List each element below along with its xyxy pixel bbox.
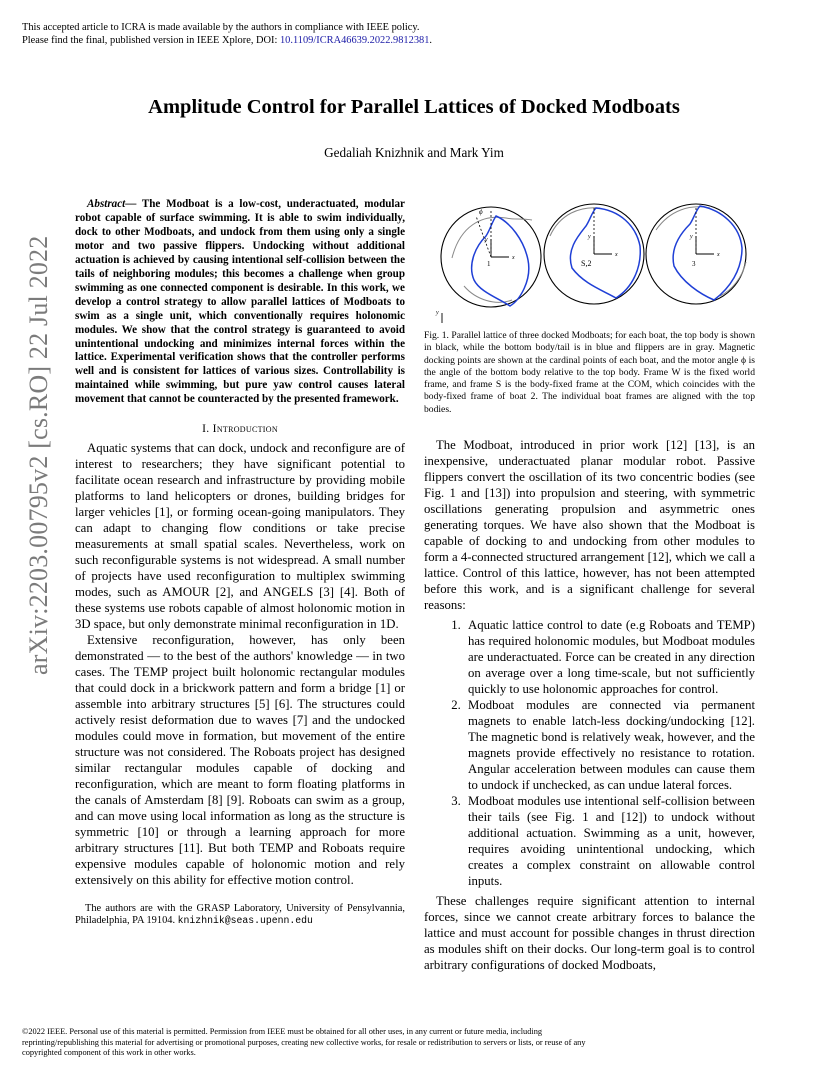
- paper-title: Amplitude Control for Parallel Lattices of Docked Modboats: [148, 96, 680, 118]
- abstract: [75, 198, 405, 407]
- boat-2-bottom-body: [570, 208, 640, 298]
- section-heading-introduction: [75, 422, 405, 435]
- modboat-1: [441, 207, 541, 307]
- boat-3-label: 3: [692, 260, 696, 268]
- figure-1-diagram: [424, 196, 755, 323]
- boat-3-x-label: x: [717, 252, 720, 258]
- boat-1-label: 1: [487, 260, 491, 268]
- footnote-text: The authors are with the GRASP Laboratory, University of Pensylvannia, Philadelphia, PA 19104.: [75, 902, 405, 927]
- boat-2-x-label: x: [615, 252, 618, 258]
- challenges-list: [424, 618, 755, 890]
- section-title: Introduction: [212, 422, 278, 436]
- intro-paragraph-1: Aquatic systems that can dock, undock and reconfigure are of interest to researchers; they have significant potential to facilitate ocean research and infrastructure by providing mobile platforms to land helicopters or drones, building bridges for larger vehicles [1], or forming ocean-going manipulators. They can adapt to changing flow conditions or take precise measurements at small spatial scales. Nevertheless, work on such reconfigurable systems is not widespread. A small number of projects have used reconfiguration to multiplex swimming modes, such as AMOUR [2], and ANGELS [3] [4]. Both of these systems use robots capable of almost holonomic motion in 3D space, but only demonstrate minimal reconfiguration in 1D.: [75, 441, 405, 632]
- paper-authors: Gedaliah Knizhnik and Mark Yim: [324, 145, 504, 160]
- notice-line-2-text: Please find the final, published version in IEEE Xplore, DOI:: [22, 35, 280, 46]
- boat-3-flipper: [656, 207, 710, 230]
- boat-1-bottom-body: [472, 216, 529, 306]
- doi-link[interactable]: 10.1109/ICRA46639.2022.9812381: [279, 35, 430, 46]
- section-number: I.: [202, 422, 213, 436]
- copyright-notice: ©2022 IEEE. Personal use of this material is permitted. Permission from IEEE must be obtained for all other uses, in any current or future media, including reprinting/republishing this material for advertising or promotional purposes, creating new collective works, for resale or redistribution to servers or lists, or reuse of any copyrighted component of this work in other works.: [22, 1027, 586, 1057]
- boat-3-y-label: y: [690, 234, 693, 240]
- boat-1-x-label: x: [512, 255, 515, 261]
- abstract-label: Abstract: [87, 198, 126, 210]
- publication-notice: [22, 21, 432, 47]
- challenge-item: 2. Modboat modules are connected via permanent magnets to enable latch-less docking/undocking [12]. The magnetic bond is relatively weak, however, and the magnets provide effectively no resistance to rotation. Angular acceleration between modules can cause them to undock if unchecked, as can undue lateral forces.: [464, 698, 755, 794]
- world-y-label: y: [436, 310, 439, 316]
- right-body-text: [424, 438, 755, 973]
- phi-label: ϕ: [479, 208, 483, 216]
- author-email: knizhnik@seas.upenn.edu: [177, 915, 313, 927]
- arxiv-identifier: arXiv:2203.00795v2 [cs.RO] 22 Jul 2022: [24, 235, 53, 675]
- boat-1-y-label: y: [485, 237, 488, 243]
- notice-line-2: [22, 34, 432, 47]
- notice-line-2-end: .: [429, 35, 433, 46]
- modboat-2: [544, 204, 644, 304]
- abstract-text: The Modboat is a low-cost, underactuated, modular robot capable of surface swimming. It is able to swim individually, dock to other Modboats, and undock from them using only a single motor and two passive flippers. Undocking without additional actuation is achieved by causing intentional self-collision between the tails of neighboring modules; this becomes a challenge when group swimming as one connected component is desirable. In this work, we develop a control strategy to allow parallel lattices of Modboats to swim as a single unit, which conventionally requires holonomic modules. We show that the control strategy is guaranteed to avoid unintentional undocking and minimizes internal forces within the lattice. Experimental verification shows that the controller performs well and is consistent for lattices of various sizes. Controllability is maintained while swimming, but pure yaw control causes lateral movement that cannot be counteracted by the presented framework.: [75, 198, 405, 406]
- right-column: [424, 196, 755, 974]
- left-column: [75, 198, 405, 927]
- intro-paragraph-2: Extensive reconfiguration, however, has only been demonstrated — to the best of the authors' knowledge — in two cases. The TEMP project built holonomic rectangular modules that could dock in a brickwork pattern and form a bridge [1] or assemble into arbitrary structures [5] [6]. The structures could actively resist deformation due to waves [7] and the undocked modules could move in formation, but movement of the entire structure was not considered. The Roboats project has designed similar rectangular modules capable of docking and reconfiguration, which are meant to form floating platforms in the canals of Amsterdam [8] [9]. Roboats can swim as a group, and can move using local information as long as the structure is symmetric [10] or through a learning approach for more arbitrary structures [11]. But both TEMP and Roboats require expensive modules capable of holonomic motion and rely extensively on this ability for effective motion control.: [75, 633, 405, 887]
- challenge-item: 3. Modboat modules use intentional self-collision between their tails (see Fig. 1 and [12]) to undock without additional actuation. Swimming as a unit, however, requires avoiding unintentional undocking, which creates a complex constraint on allowable control inputs.: [464, 794, 755, 890]
- boat-1-phi-line: [476, 216, 491, 257]
- challenge-item: 1. Aquatic lattice control to date (e.g Roboats and TEMP) has required holonomic modules, but Modboat modules are underactuated. Force can be created in any direction on average over a long time-scale, but not sufficiently quickly to use holonomic approaches for control.: [464, 618, 755, 698]
- author-footnote: [75, 903, 405, 928]
- boat-3-bottom-body: [673, 206, 742, 300]
- abstract-dash: —: [125, 198, 142, 210]
- figure-1-caption: Fig. 1. Parallel lattice of three docked Modboats; for each boat, the top body is shown in black, while the bottom body/tail is in blue and flippers are in gray. Magnetic docking points are shown at the cardinal points of each boat, and the motor angle ϕ is the angle of the bottom body relative to the top body. Frame W is the fixed world frame, and frame S is the body-fixed frame at the COM, which coincides with the body-fixed frame of boat 2. The individual boat frames are aligned with the top bodies.: [424, 330, 755, 415]
- world-frame: [429, 310, 465, 323]
- right-paragraph-1: The Modboat, introduced in prior work [12] [13], is an inexpensive, underactuated planar modular robot. Passive flippers convert the oscillation of its two concentric bodies (see Fig. 1 and [13]) into propulsion and steering, with symmetric oscillations generating propulsion and asymmetric ones generating torques. We have also shown that the Modboat is capable of docking to and undocking from other modules to form a 4-connected structured arrangement [12], which we call a lattice. Control of this lattice, however, has not been attempted before this work, and is a significant challenge for several reasons:: [424, 438, 755, 612]
- boat-2-y-label: y: [588, 234, 591, 240]
- notice-line-1: This accepted article to ICRA is made available by the authors in compliance with IEEE policy.: [22, 22, 420, 33]
- modboat-3: [646, 204, 746, 304]
- boat-2-label: S,2: [581, 259, 592, 268]
- right-paragraph-2: These challenges require significant attention to internal forces, since we cannot create arbitrary forces to balance the lattice and must account for possible changes in thrust direction as modules shift on their docks. Our long-term goal is to control arbitrary configurations of docked Modboats,: [424, 893, 755, 972]
